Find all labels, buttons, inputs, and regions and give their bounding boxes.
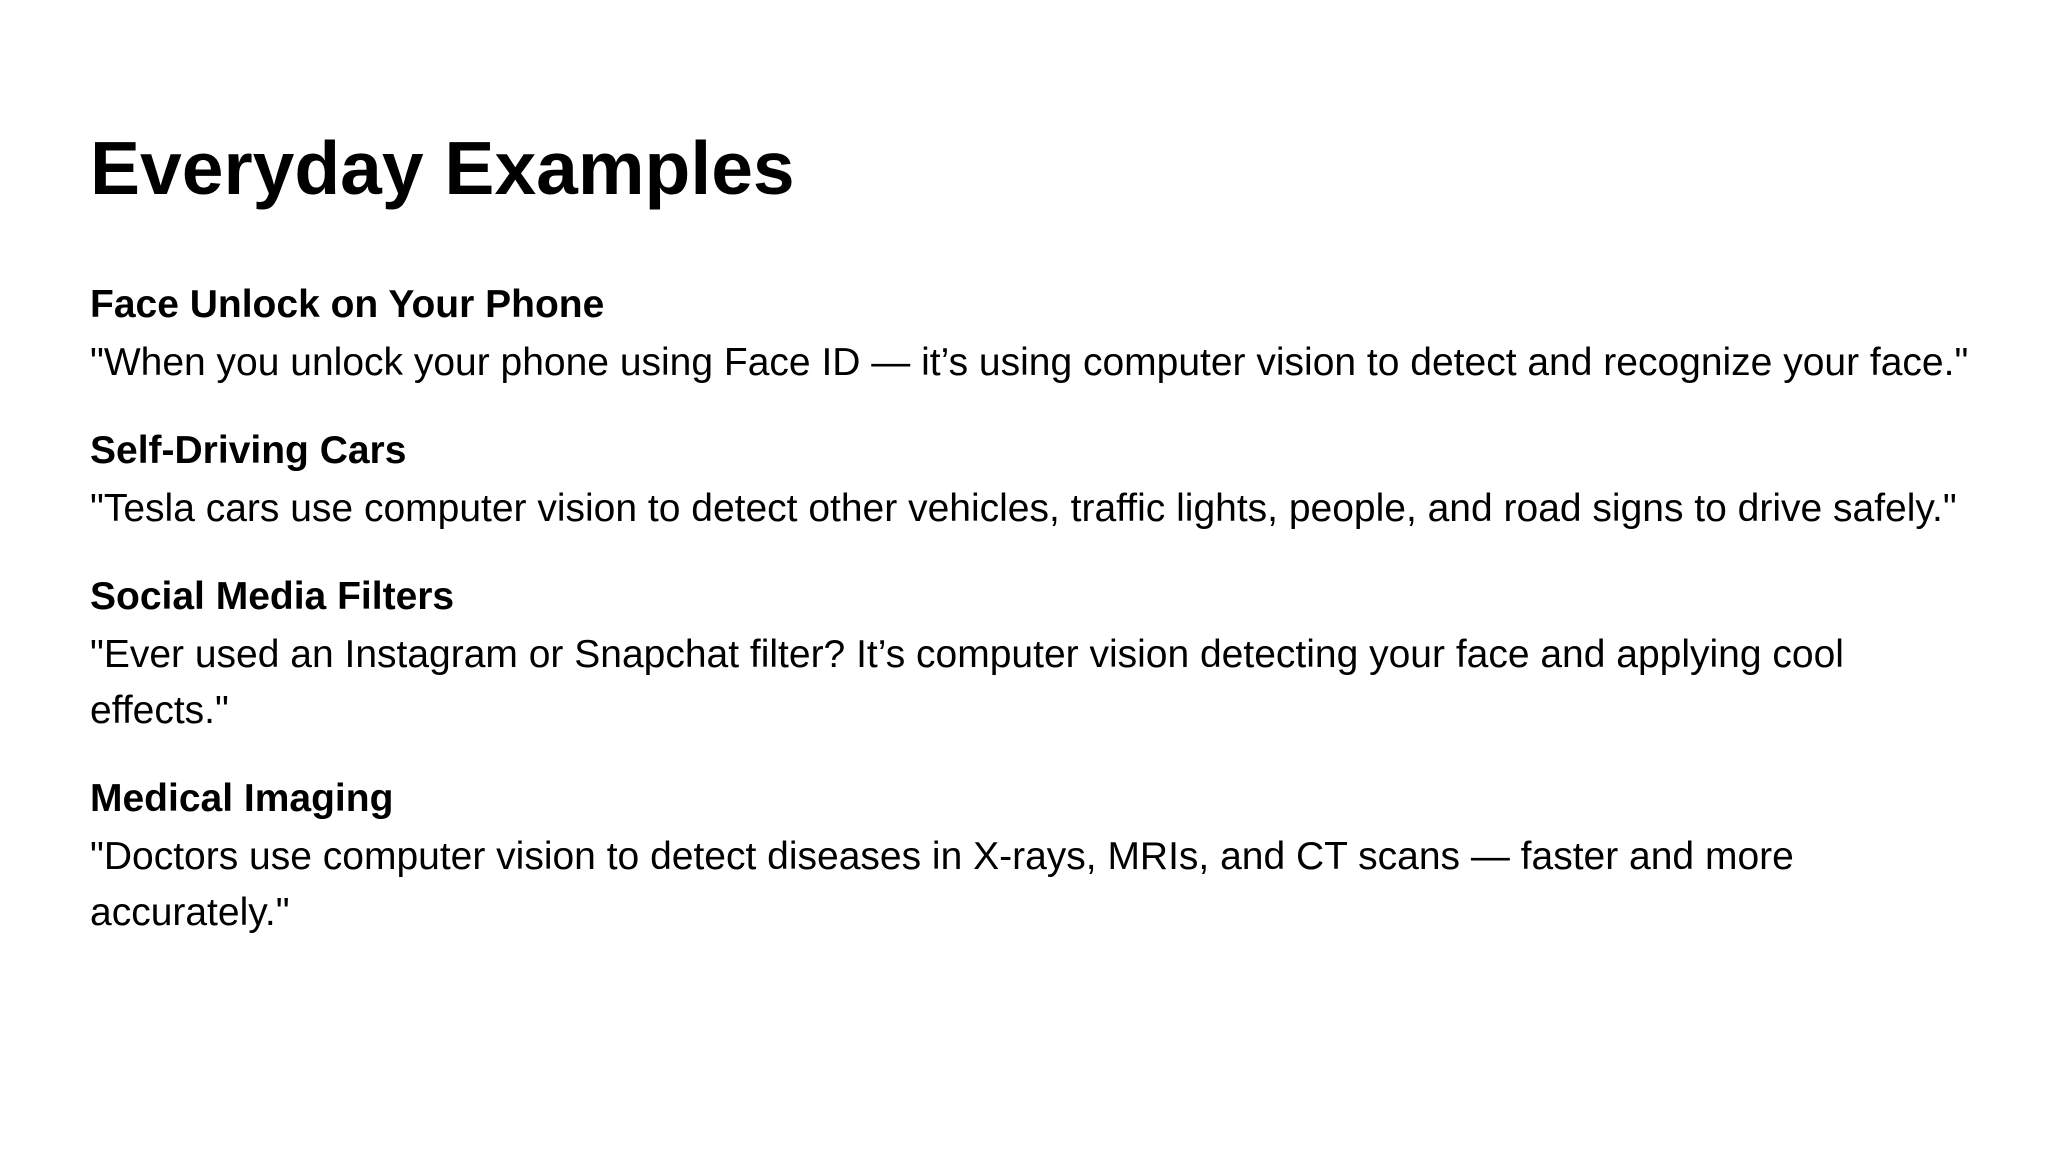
example-quote: "When you unlock your phone using Face ID — it’s using computer vision to detect and recognize your face." xyxy=(90,341,1969,384)
examples-list xyxy=(90,275,1990,971)
example-heading: Self-Driving Cars xyxy=(90,429,407,472)
example-quote: "Doctors use computer vision to detect diseases in X-rays, MRIs, and CT scans — faster and more accurately." xyxy=(90,835,1794,934)
slide xyxy=(90,0,1990,1152)
example-self-driving xyxy=(90,421,1990,537)
example-heading: Medical Imaging xyxy=(90,777,394,820)
example-heading: Social Media Filters xyxy=(90,575,455,618)
example-medical-imaging xyxy=(90,769,1990,941)
example-quote: "Tesla cars use computer vision to detect other vehicles, traffic lights, people, and road signs to drive safely." xyxy=(90,487,1957,530)
example-quote: "Ever used an Instagram or Snapchat filter? It’s computer vision detecting your face and applying cool effects." xyxy=(90,633,1844,732)
example-heading: Face Unlock on Your Phone xyxy=(90,283,605,326)
slide-title: Everyday Examples xyxy=(90,126,795,210)
example-social-filters xyxy=(90,567,1990,739)
example-face-unlock xyxy=(90,275,1990,391)
